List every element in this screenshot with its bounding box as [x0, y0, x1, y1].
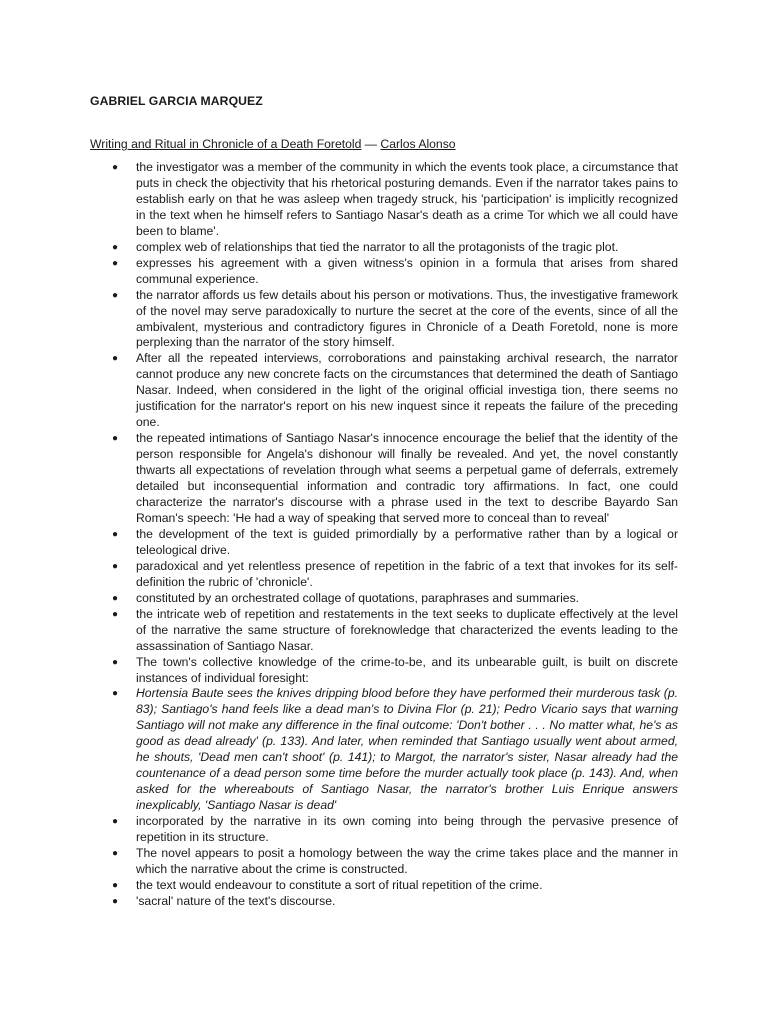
list-item-text: the development of the text is guided primordially by a performative rather than by a logical or teleological drive.	[136, 526, 678, 557]
bullet-icon: ●	[112, 560, 119, 572]
list-item-text: The novel appears to posit a homology between the way the crime takes place and the manner in which the narrative about the crime is constructed.	[136, 845, 678, 876]
bullet-icon: ●	[112, 608, 119, 620]
bullet-icon: ●	[112, 353, 119, 365]
list-item	[90, 351, 678, 431]
list-item-text: the narrator affords us few details about his person or motivations. Thus, the investigative framework of the novel may serve paradoxically to nurture the secret at the core of the events, since of all the ambivalent, mysterious and contradictory figures in Chronicle of a Death Foretold, none is more perplexing than the narrator of the story himself.	[136, 287, 678, 350]
list-item	[90, 607, 678, 655]
bullet-icon: ●	[112, 656, 119, 668]
list-item-text: Hortensia Baute sees the knives dripping blood before they have performed their murderous task (p. 83); Santiago's hand feels like a dead man's to Divina Flor (p. 21); Pedro Vicario says that warning Santiago will not make any difference in the final outcome: 'Don't bother . . . No matter what, he's as good as dead already' (p. 133). And later, when reminded that Santiago usually went about armed, he shouts, 'Dead men can't shoot' (p. 141); to Margot, the narrator's sister, Nasar already had the countenance of a dead person some time before the murder actually took place (p. 143). And, when asked for the whereabouts of Santiago Nasar, the narrator's brother Luis Enrique answers inexplicably, 'Santiago Nasar is dead'	[136, 686, 678, 813]
author-link[interactable]: Carlos Alonso	[380, 137, 456, 151]
list-item	[90, 559, 678, 591]
list-item-text: the investigator was a member of the community in which the events took place, a circumstance that puts in check the objectivity that his rhetorical posturing demands. Even if the narrator takes pains to establish early on that he was asleep when tragedy struck, his 'participation' is implicitly recognized in the text when he himself refers to Santiago Nasar's death as a crime Tor which we all could have been to blame'.	[136, 160, 678, 238]
bullet-icon: ●	[112, 688, 119, 700]
list-item	[90, 686, 678, 814]
bullet-icon: ●	[112, 879, 119, 891]
list-item	[90, 814, 678, 846]
bullet-icon: ●	[112, 895, 119, 907]
list-item-text: 'sacral' nature of the text's discourse.	[136, 893, 336, 908]
bullet-icon: ●	[112, 162, 119, 173]
bullet-icon: ●	[112, 528, 119, 540]
list-item	[90, 160, 678, 240]
list-item	[90, 256, 678, 288]
list-item	[90, 894, 678, 910]
list-item-text: paradoxical and yet relentless presence of repetition in the fabric of a text that invokes for its self-definition the rubric of 'chronicle'.	[136, 558, 678, 589]
essay-title-link[interactable]: Writing and Ritual in Chronicle of a Death Foretold	[90, 137, 362, 151]
list-item-text: After all the repeated interviews, corroborations and painstaking archival research, the narrator cannot produce any new concrete facts on the circumstances that determined the death of Santiago Nasar. Indeed, when considered in the light of the original official investiga tion, there seems no justification for the narrator's report on his new inquest since it repeats the failure of the preceding one.	[136, 351, 678, 430]
document-title: GABRIEL GARCIA MARQUEZ	[90, 94, 263, 108]
notes-list	[90, 160, 678, 910]
list-item	[90, 846, 678, 878]
citation-separator: —	[361, 137, 381, 151]
list-item-text: complex web of relationships that tied the narrator to all the protagonists of the tragic plot.	[136, 239, 619, 254]
list-item-text: The town's collective knowledge of the crime-to-be, and its unbearable guilt, is built on discrete instances of individual foresight:	[136, 654, 678, 685]
list-item-text: the repeated intimations of Santiago Nasar's innocence encourage the belief that the identity of the person responsible for Angela's dishonour will finally be revealed. And yet, the novel constantly thwarts all expectations of revelation through what seems a perpetual game of deferrals, extremely detailed but inconsequential information and contradic tory affirmations. In fact, one could characterize the narrator's discourse with a phrase used in the text to describe Bayardo San Roman's speech: 'He had a way of speaking that served more to conceal than to reveal'	[136, 431, 678, 525]
list-item-text: expresses his agreement with a given witness's opinion in a formula that arises from shared communal experience.	[136, 255, 678, 286]
bullet-icon: ●	[112, 816, 119, 828]
list-item	[90, 431, 678, 527]
list-item-text: incorporated by the narrative in its own coming into being through the pervasive presence of repetition in its structure.	[136, 814, 678, 845]
list-item	[90, 878, 678, 894]
list-item	[90, 240, 678, 256]
list-item-text: constituted by an orchestrated collage of quotations, paraphrases and summaries.	[136, 590, 580, 605]
list-item	[90, 591, 678, 607]
list-item-text: the intricate web of repetition and restatements in the text seeks to duplicate effectively at the level of the narrative the same structure of foreknowledge that characterized the events leading to the assassination of Santiago Nasar.	[136, 606, 678, 653]
bullet-icon: ●	[112, 257, 119, 269]
document-page	[90, 93, 678, 910]
bullet-icon: ●	[112, 433, 119, 445]
bullet-icon: ●	[112, 592, 119, 604]
bullet-icon: ●	[112, 289, 119, 301]
list-item	[90, 527, 678, 559]
essay-citation	[90, 136, 678, 152]
bullet-icon: ●	[112, 241, 119, 253]
bullet-icon: ●	[112, 847, 119, 859]
list-item	[90, 288, 678, 352]
list-item	[90, 655, 678, 687]
list-item-text: the text would endeavour to constitute a sort of ritual repetition of the crime.	[136, 877, 543, 892]
